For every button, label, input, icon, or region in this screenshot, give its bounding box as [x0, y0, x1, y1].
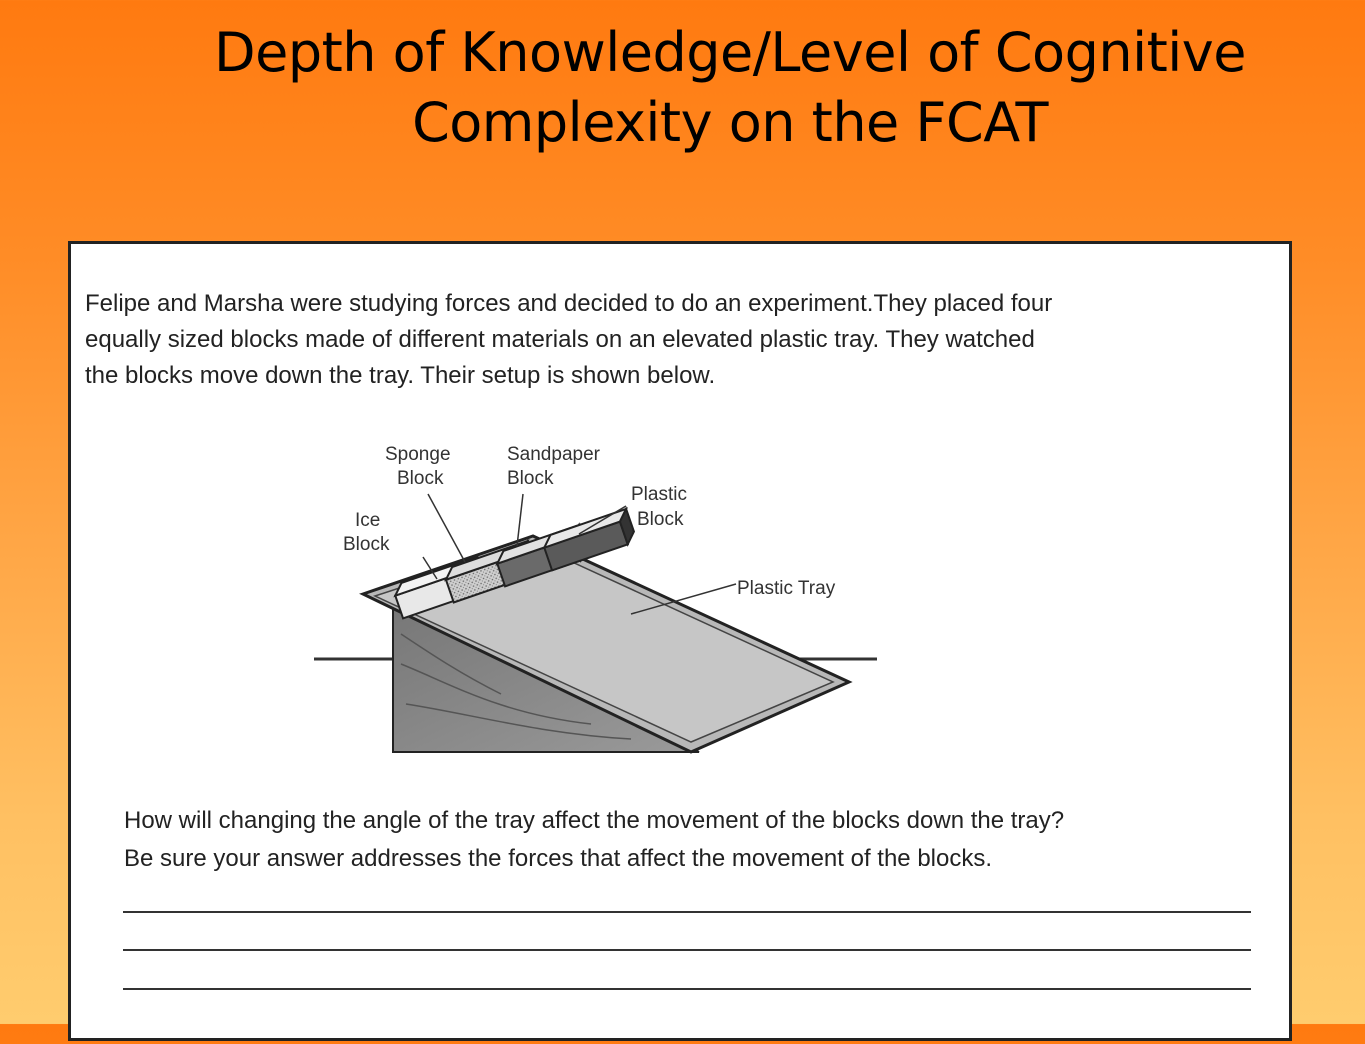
slide-title	[60, 18, 1365, 158]
passage-line-3: the blocks move down the tray. Their setup is shown below.	[85, 362, 716, 389]
title-line-1: Depth of Knowledge/Level of Cognitive	[214, 21, 1246, 84]
answer-line[interactable]	[123, 988, 1251, 990]
plastic-label-1: Plastic	[631, 484, 687, 505]
question-line-2: Be sure your answer addresses the forces that affect the movement of the blocks.	[124, 845, 993, 872]
passage-line-2: equally sized blocks made of different materials on an elevated plastic tray. They watched	[85, 326, 1035, 353]
sponge-label-1: Sponge	[385, 444, 451, 465]
question-text	[124, 802, 1294, 878]
sandpaper-label-2: Block	[507, 468, 554, 489]
answer-line[interactable]	[123, 911, 1251, 913]
ice-label-2: Block	[343, 534, 390, 555]
ice-label-1: Ice	[355, 510, 381, 531]
worksheet-panel	[68, 241, 1292, 1041]
tray-label: Plastic Tray	[737, 578, 836, 599]
answer-line[interactable]	[123, 949, 1251, 951]
passage-line-1: Felipe and Marsha were studying forces and decided to do an experiment.They placed four	[85, 290, 1053, 317]
sponge-label-2: Block	[397, 468, 444, 489]
title-line-2: Complexity on the FCAT	[412, 91, 1048, 154]
plastic-label-2: Block	[637, 509, 684, 530]
experiment-diagram	[71, 244, 1295, 1044]
sandpaper-label-1: Sandpaper	[507, 444, 600, 465]
question-line-1: How will changing the angle of the tray affect the movement of the blocks down the tray?	[124, 807, 1065, 834]
